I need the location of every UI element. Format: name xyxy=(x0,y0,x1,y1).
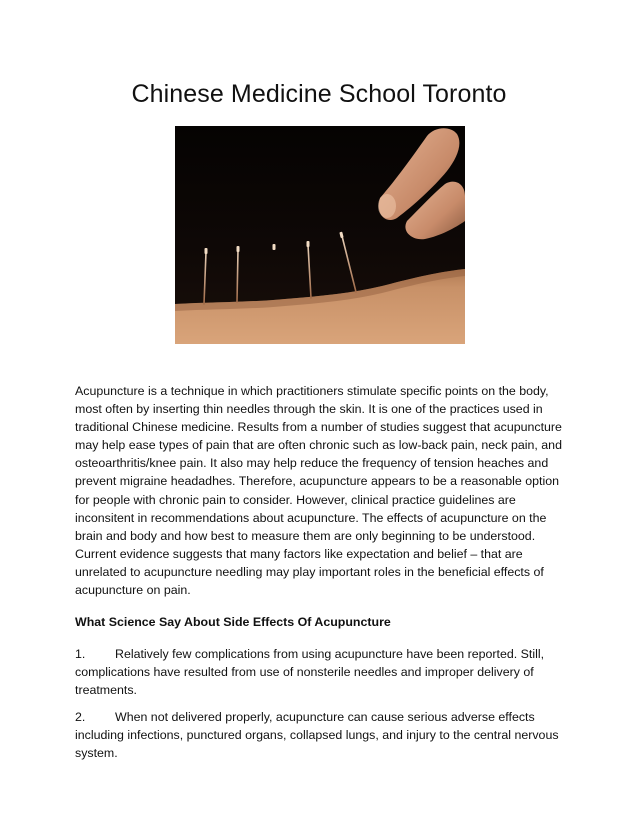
page-title: Chinese Medicine School Toronto xyxy=(131,80,507,108)
acupuncture-photo xyxy=(175,126,465,344)
list-item xyxy=(75,645,567,699)
list-item xyxy=(75,708,567,762)
intro-paragraph: Acupuncture is a technique in which practitioners stimulate specific points on the body, most often by inserting thin needles through the skin. It is one of the practices used in traditional Chinese medicine. Results from a number of studies suggest that acupuncture may help ease types of pain that are often chronic such as low-back pain, neck pain, and osteoarthritis/knee pain. It also may help reduce the frequency of tension heaches and prevent migraine headadhes. Therefore, acupuncture appears to be a reasonable option for people with chronic pain to consider. However, clinical practice guidelines are inconsitent in recommendations about acupuncture. The effects of acupuncture on the brain and body and how best to measure them are only beginning to be understood. Current evidence suggests that many factors like expectation and belief – that are unrelated to acupuncture needling may play important roles in the beneficial effects of acupuncture on pain. xyxy=(75,384,562,598)
list-item-text: When not delivered properly, acupuncture can cause serious adverse effects including infections, punctured organs, collapsed lungs, and injury to the central nervous system. xyxy=(75,710,559,761)
list-item-number: 2. xyxy=(75,710,86,724)
list-item-number: 1. xyxy=(75,647,86,661)
list-item-text: Relatively few complications from using acupuncture have been reported. Still, complications have resulted from use of nonsterile needles and improper delivery of treatments. xyxy=(75,647,545,698)
section-heading: What Science Say About Side Effects Of Acupuncture xyxy=(75,615,391,629)
